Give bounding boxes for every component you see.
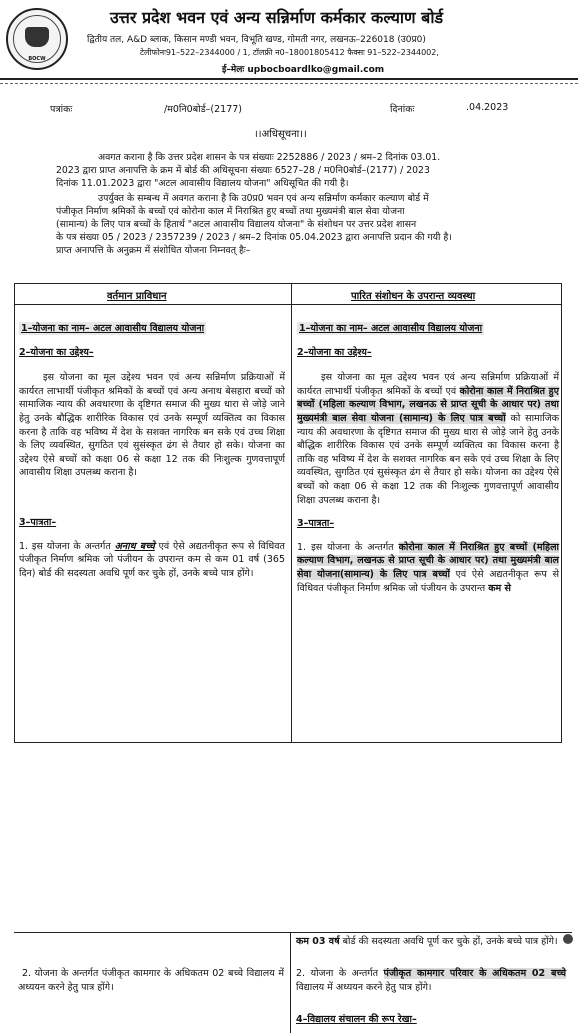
right-elig-b: कोरोना काल में निराश्रित हुए बच्चों (महिला कल्याण विभाग, लखनऊ से प्राप्त सूची के आधार पर) तथा मुख्यमंत्री बाल सेवा योजना(सामान्य) के लिए पात्र बच्चों bbox=[297, 541, 559, 580]
para-line: अवगत कराना है कि उत्तर प्रदेश शासन के पत्र संख्याः 2252886 / 2023 / श्रम–2 दिनांक 03.01. bbox=[98, 152, 441, 163]
margin-dot bbox=[563, 934, 573, 944]
right-eligibility-heading: 3–पात्रता– bbox=[297, 518, 335, 530]
right-eligibility-body bbox=[297, 541, 559, 595]
right-objective-heading: 2–योजना का उद्देश्य– bbox=[297, 346, 372, 358]
header-rule bbox=[0, 78, 578, 80]
left-eligibility-heading: 3–पात्रता– bbox=[19, 516, 57, 528]
right-elig-d: कम से bbox=[488, 582, 511, 594]
patrank-value: /म0नि0बोर्ड–(2177) bbox=[164, 104, 243, 115]
right-column-header: पारित संशोधन के उपरान्त व्यवस्था bbox=[351, 291, 476, 302]
right-obj-a: इस योजना का मूल उद्देश्य भवन एवं अन्य सन्निर्माण प्रक्रियाओं में कार्यरत लाभार्थी पंजीकृत श्रमिकों के बच्चों एवं bbox=[297, 372, 559, 397]
email-address: upbocboardlko@gmail.com bbox=[247, 65, 385, 75]
para-line: के पत्र संख्या 05 / 2023 / 2357239 / 2023 / श्रम–2 दिनांक 05.04.2023 द्वारा अनापत्ति प्रदान की गयी है। bbox=[56, 232, 452, 243]
para-line: उपर्युक्त के सम्बन्ध में अवगत कराना है कि उ0प्र0 भवन एवं अन्य सन्निर्माण कर्मकार कल्याण बोर्ड में bbox=[98, 193, 429, 204]
board-email-line bbox=[222, 62, 384, 75]
para-line: पंजीकृत निर्माण श्रमिकों के बच्चों एवं कोरोना काल में निराश्रित हुए बच्चों तथा मुख्यमंत्री बाल सेवा योजना bbox=[56, 206, 405, 217]
page2-divider bbox=[290, 933, 291, 1033]
page2-right-item2-c: विद्यालय में अध्ययन करने हेतु पात्र होंगे। bbox=[296, 981, 432, 993]
left-elig-a: 1. इस योजना के अन्तर्गत bbox=[19, 540, 111, 552]
date-label: दिनांकः bbox=[390, 104, 415, 115]
page2-right-item2 bbox=[296, 967, 566, 994]
page2-right-top-a: कम 03 वर्ष bbox=[296, 936, 340, 947]
page2-right-next bbox=[296, 1013, 566, 1027]
right-elig-a: 1. इस योजना के अन्तर्गत bbox=[297, 541, 394, 553]
left-eligibility-body bbox=[19, 540, 285, 581]
right-elig-c: एवं ऐसे अद्यतनीकृत रूप से विधिवत पंजीकृत निर्माण श्रमिक जो पंजीयन के उपरान्त bbox=[297, 568, 560, 594]
patrank-label: पत्रांकः bbox=[50, 104, 73, 115]
page2-table-fragment bbox=[14, 932, 572, 1033]
left-column-header: वर्तमान प्राविधान bbox=[107, 291, 167, 302]
right-column bbox=[297, 322, 559, 595]
board-address: द्वितीय तल, A&D ब्लाक, किसान मण्डी भवन, विभूति खण्ड, गोमती नगर, लखनऊ–226018 (उ0प्र0) bbox=[87, 35, 426, 45]
page2-right-item2-b: पंजीकृत कामगार परिवार के अधिकतम 02 बच्चे bbox=[383, 968, 566, 979]
para-line: दिनांक 11.01.2023 द्वारा "अटल आवासीय विद्यालय योजना" अधिसूचित की गयी है। bbox=[56, 178, 349, 189]
right-objective-body bbox=[297, 371, 559, 507]
page2-left-item2: 2. योजना के अन्तर्गत पंजीकृत कामगार के अधिकतम 02 बच्चे विद्यालय में अध्ययन करने हेतु पात्र होंगे। bbox=[18, 968, 284, 993]
email-label: ई–मेलः bbox=[222, 65, 245, 75]
right-obj-c: को सामाजिक न्याय की अवधारणा के दृष्टिगत समाज की मुख्य धारा से जोड़े जाने हेतु उनके बौद्धिक शारीरिक विकास एवं उनके सम्पूर्ण व्यक्तित्व का विकास करना है ताकि वह भविष्य में देश के सशक्त नागरिक बन सके एवं उच्च शिक्षा के लिए व्यवस्थित, सुगठित एवं सुसंस्कृत ढंग से तैयार हो सके। योजना का उद्देश्य ऐसे बच्चों को कक्षा 06 से कक्षा 12 तक की निःशुल्क गुणवत्तापूर्ण आवासीय शिक्षा उपलब्ध कराना है। bbox=[297, 412, 559, 506]
page2-right-top-b: बोर्ड की सदस्यता अवधि पूर्ण कर चुके हों, उनके बच्चे पात्र होंगे। bbox=[342, 936, 558, 947]
left-scheme-name: 1–योजना का नाम– अटल आवासीय विद्यालय योजना bbox=[21, 323, 205, 334]
table-divider bbox=[291, 284, 292, 742]
left-objective-heading: 2–योजना का उद्देश्य– bbox=[19, 346, 94, 358]
board-title: उत्तर प्रदेश भवन एवं अन्य सन्निर्माण कर्मकार कल्याण बोर्ड bbox=[110, 8, 444, 27]
logo-emblem-icon bbox=[25, 27, 49, 47]
date-value: .04.2023 bbox=[466, 102, 509, 113]
header-rule-dashed bbox=[0, 83, 578, 84]
notification-heading: ।।अधिसूचना।। bbox=[254, 129, 307, 140]
table-header-rule bbox=[15, 304, 561, 305]
left-column bbox=[19, 322, 285, 580]
comparison-table bbox=[14, 283, 562, 743]
page2-right-item2-a: 2. योजना के अन्तर्गत bbox=[296, 968, 379, 979]
right-scheme-name: 1–योजना का नाम– अटल आवासीय विद्यालय योजना bbox=[299, 323, 483, 334]
left-elig-b: अनाथ बच्चे bbox=[114, 540, 155, 552]
page2-next-heading: 4–विद्यालय संचालन की रूप रेखा– bbox=[296, 1014, 417, 1025]
left-objective-body: इस योजना का मूल उद्देश्य भवन एवं अन्य सन्निर्माण प्रक्रियाओं में कार्यरत लाभार्थी पंजीकृत श्रमिकों के बच्चों एवं अन्य अनाथ बेसहारा बच्चों को सामाजिक न्याय की अवधारणा के दृष्टिगत समाज की मुख्य धारा से जोड़े जाने हेतु उनके बौद्धिक शारीरिक विकास एवं उनके सम्पूर्ण व्यक्तित्व का विकास करना है ताकि वह भविष्य में देश के सशक्त नागरिक बन सके एवं उच्च शिक्षा के लिए व्यवस्थित, सुगठित एवं सुसंस्कृत ढंग से तैयार हो सके। योजना का उद्देश्य ऐसे बच्चों को कक्षा 06 से कक्षा 12 तक की निःशुल्क गुणवत्तापूर्ण आवासीय शिक्षा उपलब्ध कराना है। bbox=[19, 372, 285, 479]
board-logo bbox=[6, 8, 68, 70]
para-line: (सामान्य) के लिए पात्र बच्चों के हितार्थ "अटल आवासीय विद्यालय योजना" के संशोधन पर उत्तर प्रदेश शासन bbox=[56, 219, 417, 230]
para-line: 2023 द्वारा प्राप्त अनापत्ति के क्रम में बोर्ड की अधिसूचना संख्याः 6527–28 / म0नि0बोर्ड–(2177) / 2023 bbox=[56, 165, 430, 176]
para-line: प्राप्त अनापत्ति के अनुक्रम में संशोधित योजना निम्नवत् हैः– bbox=[56, 245, 251, 256]
logo-text: BOCW bbox=[28, 56, 46, 62]
page2-right-top bbox=[296, 935, 566, 949]
right-obj-b: कोरोना काल में निराश्रित हुए बच्चों (महिला कल्याण विभाग, लखनऊ से प्राप्त सूची के आधार पर) तथा मुख्यमंत्री बाल सेवा योजना (सामान्य) के लिए पात्र बच्चों bbox=[297, 385, 559, 424]
left-elig-c: एवं ऐसे अद्यतनीकृत रूप से विधिवत पंजीकृत निर्माण श्रमिक जो पंजीयन के उपरान्त कम से कम 01 वर्ष (365 दिन) बोर्ड की सदस्यता अवधि पूर्ण कर चुके हों, उनके बच्चे पात्र होंगे। bbox=[19, 540, 285, 579]
board-phone: टेलीफोनः91–522–2344000 / 1, टॉलफ्री न0–18001805412 फैक्सः 91–522–2344002, bbox=[140, 48, 439, 57]
